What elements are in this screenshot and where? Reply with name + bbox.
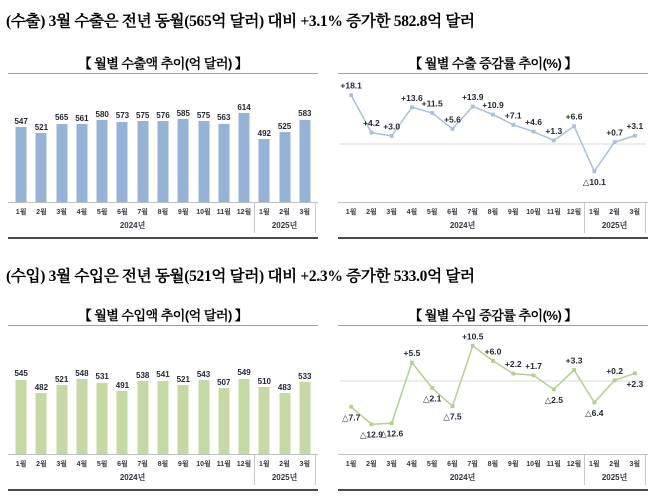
data-point-label: +0.7 (606, 127, 623, 138)
bar-value-label: 565 (54, 113, 69, 123)
bar (97, 383, 108, 454)
data-point (410, 361, 414, 365)
export-growth-plot (338, 74, 648, 202)
export-growth-chart (338, 73, 648, 239)
bar (259, 139, 270, 202)
month-label: 6월 (117, 208, 128, 216)
export-amount-chart-title: 【 월별 수출액 추이(억 달러) 】 (78, 56, 248, 71)
month-label: 3월 (299, 208, 311, 216)
month-label: 3월 (299, 460, 311, 468)
data-point (572, 368, 576, 372)
import-amount-chart-panel (8, 307, 318, 491)
data-point (633, 371, 637, 375)
bar (198, 121, 209, 202)
export-amount-plot (8, 74, 318, 202)
data-point (410, 105, 414, 109)
bar-value-label: 531 (95, 372, 109, 382)
bar-value-label: 583 (298, 109, 312, 119)
month-label: 4월 (406, 208, 418, 216)
year-label: 2024년 (119, 221, 146, 230)
line-chart-canvas (338, 74, 648, 202)
month-label: 6월 (447, 460, 458, 468)
month-label: 3월 (629, 208, 641, 216)
month-label: 8월 (157, 208, 169, 216)
bar-slot (214, 326, 234, 454)
bar-value-label: 580 (95, 109, 109, 119)
data-point-label: +3.3 (565, 355, 583, 366)
month-label: 2월 (366, 208, 377, 216)
import-amount-plot (8, 326, 318, 454)
month-label: 1월 (258, 208, 270, 216)
month-labels-row (338, 203, 648, 220)
bar-value-label: 533 (298, 371, 312, 381)
bar-value-label: 521 (176, 374, 190, 384)
export-growth-chart-title: 【 월별 수출 증감률 추이(%) 】 (409, 56, 577, 71)
data-point-label: +5.5 (403, 348, 421, 359)
bar-value-label: 483 (277, 382, 292, 392)
month-label: 2월 (609, 460, 620, 468)
import-growth-chart (338, 325, 648, 491)
data-point-label: +3.1 (626, 121, 644, 132)
bar-value-label: 561 (75, 113, 89, 123)
bar-slot (295, 326, 315, 454)
month-label: 9월 (507, 460, 519, 468)
month-label: 9월 (177, 460, 189, 468)
data-point-label: +13.9 (461, 91, 484, 102)
month-label: 10월 (526, 208, 541, 216)
bar-slot (173, 326, 193, 454)
data-point (613, 140, 617, 144)
year-label: 2024년 (119, 473, 146, 482)
bar-value-label: 482 (34, 382, 49, 392)
month-label: 3월 (629, 460, 641, 468)
data-point-label: +0.2 (606, 365, 623, 376)
month-label: 9월 (177, 208, 189, 216)
data-point (349, 405, 353, 409)
bar-slot (31, 326, 51, 454)
data-point-label: +1.3 (545, 125, 563, 136)
month-label: 2월 (36, 208, 47, 216)
data-point (552, 387, 556, 391)
bar-value-label: 575 (136, 110, 150, 120)
data-point-label: +5.6 (444, 114, 461, 125)
data-point-label: △2.5 (544, 394, 563, 405)
bar-value-label: 576 (156, 110, 170, 120)
bar-value-label: 547 (14, 116, 28, 126)
data-point-label: +10.9 (482, 100, 504, 111)
bar-slot (112, 326, 132, 454)
bar (218, 124, 229, 202)
bar-value-label: 545 (14, 369, 28, 379)
data-point (349, 93, 353, 97)
month-label: 6월 (447, 208, 458, 216)
month-label: 5월 (96, 208, 108, 216)
bar-slot (193, 74, 213, 202)
bar-slot (153, 326, 173, 454)
bar-value-label: 521 (34, 122, 49, 132)
bar (16, 127, 27, 202)
data-point (451, 404, 455, 408)
year-label: 2025년 (601, 473, 628, 482)
data-point (613, 378, 617, 382)
data-point (390, 421, 394, 425)
bar (279, 393, 290, 454)
import-growth-chart-panel (338, 307, 648, 491)
data-point (430, 386, 434, 390)
bar-value-label: 541 (156, 370, 170, 380)
data-point (491, 359, 495, 363)
bar (97, 120, 108, 202)
month-label: 1월 (345, 208, 357, 216)
bar-slot (234, 326, 254, 454)
year-labels-row (338, 472, 648, 486)
year-labels-row (8, 220, 318, 234)
month-label: 5월 (96, 460, 108, 468)
bar (239, 379, 250, 454)
data-point-label: △7.5 (443, 411, 462, 422)
bar (299, 120, 310, 202)
bar (56, 385, 67, 454)
bar-slot (254, 74, 274, 202)
bar-slot (133, 74, 153, 202)
month-label: 1월 (588, 460, 600, 468)
bar (178, 119, 189, 202)
data-point (390, 134, 394, 138)
month-label: 1월 (258, 460, 270, 468)
data-point-label: +3.0 (383, 121, 401, 132)
export-growth-chart-panel (338, 55, 648, 239)
month-label: 3월 (56, 208, 67, 216)
bar-slot (52, 326, 72, 454)
bar-slot (173, 74, 193, 202)
data-point (633, 134, 637, 138)
bar (117, 391, 128, 454)
bar-slot (31, 74, 51, 202)
import-amount-chart (8, 325, 318, 491)
month-label: 12월 (236, 460, 252, 468)
bar-value-label: 549 (237, 368, 251, 378)
bar-value-label: 492 (257, 128, 271, 138)
bar-slot (274, 74, 294, 202)
bar (157, 121, 168, 202)
import-growth-x-axis (338, 454, 648, 489)
bar (218, 388, 229, 454)
data-point (511, 123, 515, 127)
bar-slot (72, 326, 92, 454)
data-point (572, 124, 576, 128)
bar (16, 380, 27, 454)
month-label: 8월 (487, 460, 499, 468)
bar (178, 385, 189, 454)
bar-value-label: 575 (196, 110, 211, 120)
month-label: 4월 (406, 460, 418, 468)
month-labels-row (8, 455, 318, 472)
data-point-label: +6.0 (484, 346, 502, 357)
export-growth-x-axis (338, 202, 648, 237)
bar (76, 124, 87, 202)
bar (299, 382, 310, 454)
month-label: 3월 (386, 208, 397, 216)
data-point-label: +4.2 (363, 118, 380, 129)
month-label: 7월 (137, 460, 149, 468)
month-label: 10월 (196, 208, 211, 216)
bar (76, 379, 87, 454)
month-label: 2월 (279, 208, 290, 216)
month-label: 3월 (56, 460, 67, 468)
month-label: 1월 (15, 208, 27, 216)
month-label: 10월 (526, 460, 541, 468)
month-labels-row (338, 455, 648, 472)
data-point-label: +2.2 (504, 359, 522, 370)
data-point (471, 105, 475, 109)
month-label: 12월 (566, 460, 582, 468)
data-point (471, 344, 475, 348)
data-point-label: +1.7 (525, 360, 542, 371)
bar-slot (92, 74, 112, 202)
bar-series (8, 326, 318, 454)
data-point-label: +6.6 (565, 111, 583, 122)
bar-slot (193, 326, 213, 454)
month-label: 7월 (137, 208, 149, 216)
data-point (552, 139, 556, 143)
year-labels-row (8, 472, 318, 486)
month-label: 8월 (487, 208, 499, 216)
bar (56, 124, 67, 202)
month-label: 5월 (426, 208, 438, 216)
year-label: 2025년 (601, 221, 628, 230)
data-point-label: +2.3 (626, 378, 644, 389)
bar-slot (295, 74, 315, 202)
data-point-label: +11.5 (421, 98, 443, 109)
month-label: 11월 (216, 208, 231, 216)
bar-slot (153, 74, 173, 202)
import-amount-chart-title: 【 월별 수입액 추이(억 달러) 】 (78, 308, 248, 323)
data-point-label: +10.5 (461, 331, 484, 342)
bar-value-label: 521 (54, 374, 69, 384)
data-point-label: +4.6 (525, 117, 542, 128)
month-label: 6월 (117, 460, 128, 468)
export-amount-chart (8, 73, 318, 239)
bar-slot (72, 74, 92, 202)
month-label: 10월 (196, 460, 211, 468)
month-label: 12월 (236, 208, 252, 216)
month-labels-row (8, 203, 318, 220)
bar (198, 380, 209, 454)
year-label: 2024년 (449, 473, 476, 482)
year-labels-row (338, 220, 648, 234)
month-label: 7월 (467, 208, 479, 216)
month-label: 4월 (76, 208, 88, 216)
export-amount-x-axis (8, 202, 318, 237)
bar-value-label: 525 (277, 121, 292, 131)
month-label: 11월 (546, 460, 561, 468)
month-label: 2월 (366, 460, 377, 468)
month-label: 1월 (15, 460, 27, 468)
month-label: 7월 (467, 460, 479, 468)
bar-value-label: 548 (75, 368, 89, 378)
data-point-label: △12.9 (359, 429, 383, 440)
month-label: 2월 (36, 460, 47, 468)
bar (137, 121, 148, 202)
data-point-label: △2.1 (423, 393, 442, 404)
bar-slot (52, 74, 72, 202)
data-point-label: △6.4 (585, 407, 604, 418)
month-label: 11월 (216, 460, 231, 468)
year-label: 2025년 (271, 221, 298, 230)
bar-value-label: 573 (115, 111, 130, 121)
bar (36, 393, 47, 454)
bar-value-label: 585 (176, 108, 190, 118)
month-label: 2월 (609, 208, 620, 216)
month-label: 3월 (386, 460, 397, 468)
bar-slot (92, 326, 112, 454)
data-point-label: △7.7 (341, 412, 361, 423)
data-point-label: +13.6 (401, 92, 423, 103)
data-point (592, 169, 596, 173)
bar (279, 132, 290, 202)
bar (239, 113, 250, 202)
bar-value-label: 543 (196, 369, 211, 379)
bar-slot (133, 326, 153, 454)
import-summary-heading: (수입) 3월 수입은 전년 동월(521억 달러) 대비 +2.3% 증가한 533.0억 달러 (6, 268, 475, 285)
data-point (451, 127, 455, 131)
year-label: 2025년 (271, 473, 298, 482)
bar (157, 381, 168, 454)
export-amount-chart-panel (8, 55, 318, 239)
data-point (370, 131, 374, 135)
data-point (532, 130, 536, 134)
data-point (511, 372, 515, 376)
bar-value-label: 563 (217, 113, 231, 123)
month-label: 5월 (426, 460, 438, 468)
month-label: 1월 (345, 460, 357, 468)
month-label: 4월 (76, 460, 88, 468)
month-label: 12월 (566, 208, 582, 216)
data-point (532, 373, 536, 377)
import-amount-x-axis (8, 454, 318, 489)
bar (36, 133, 47, 202)
data-point-label: +18.1 (340, 80, 362, 91)
import-growth-plot (338, 326, 648, 454)
data-point-label: △12.6 (380, 428, 404, 439)
month-label: 11월 (546, 208, 561, 216)
data-point (491, 113, 495, 117)
bar-slot (274, 326, 294, 454)
data-point-label: △10.1 (582, 176, 606, 187)
bar-value-label: 507 (217, 377, 231, 387)
year-label: 2024년 (449, 221, 476, 230)
bar-value-label: 614 (237, 102, 251, 112)
import-growth-chart-title: 【 월별 수입 증감률 추이(%) 】 (409, 308, 577, 323)
bar (259, 387, 270, 454)
bar-slot (234, 74, 254, 202)
bar-slot (11, 74, 31, 202)
month-label: 8월 (157, 460, 169, 468)
bar-value-label: 538 (136, 370, 150, 380)
export-summary-heading: (수출) 3월 수출은 전년 동월(565억 달러) 대비 +3.1% 증가한 582.8억 달러 (6, 13, 475, 30)
bar-slot (112, 74, 132, 202)
bar-value-label: 491 (115, 380, 130, 390)
data-point (430, 111, 434, 115)
bar-value-label: 510 (257, 376, 271, 386)
line-chart-canvas (338, 326, 648, 454)
bar (137, 381, 148, 454)
data-point (592, 401, 596, 405)
bar (117, 122, 128, 202)
month-label: 2월 (279, 460, 290, 468)
month-label: 9월 (507, 208, 519, 216)
bar-slot (214, 74, 234, 202)
bar-series (8, 74, 318, 202)
month-label: 1월 (588, 208, 600, 216)
data-point-label: +7.1 (504, 110, 522, 121)
data-point (370, 422, 374, 426)
